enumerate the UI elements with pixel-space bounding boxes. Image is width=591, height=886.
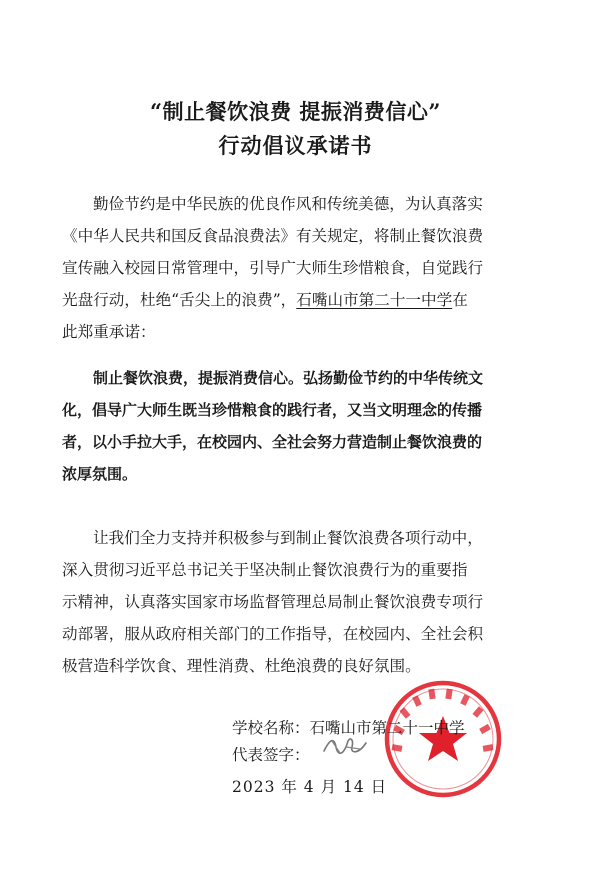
paragraph-2-line: 浓厚氛围。 [62, 465, 138, 483]
paragraph-2-bold [62, 362, 536, 490]
paragraph-3-line: 深入贯彻习近平总书记关于坚决制止餐饮浪费行为的重要指 [62, 561, 468, 579]
representative-label: 代表签字： [232, 746, 310, 764]
official-seal-icon [382, 678, 504, 800]
paragraph-1-line [62, 284, 536, 316]
paragraph-1-line-4-tail: 在 [452, 291, 468, 309]
paragraph-1-line: 宣传融入校园日常管理中，引导广大师生珍惜粮食，自觉践行 [62, 259, 484, 277]
paragraph-1-line: 此郑重承诺： [62, 323, 156, 341]
paragraph-1-line: 《中华人民共和国反食品浪费法》有关规定，将制止餐饮浪费 [62, 227, 484, 245]
paragraph-1-line: 勤俭节约是中华民族的优良作风和传统美德，为认真落实 [93, 195, 483, 213]
paragraph-3-line: 示精神，认真落实国家市场监督管理总局制止餐饮浪费专项行 [62, 593, 484, 611]
paragraph-2-line: 制止餐饮浪费，提振消费信心。弘扬勤俭节约的中华传统文 [93, 369, 484, 387]
paragraph-3-line: 极营造科学饮食、理性消费、杜绝浪费的良好氛围。 [62, 657, 421, 675]
paragraph-3-line: 动部署，服从政府相关部门的工作指导，在校园内、全社会积 [62, 625, 484, 643]
paragraph-3-line: 让我们全力支持并积极参与到制止餐饮浪费各项行动中， [93, 529, 483, 547]
school-name-value: 石嘴山市第二十一中学 [309, 719, 465, 737]
paragraph-3 [62, 522, 536, 682]
school-name-underlined: 石嘴山市第二十一中学 [296, 291, 453, 309]
document-date: 2023 年 4 月 14 日 [232, 778, 388, 796]
school-name-signature-line [232, 716, 465, 738]
representative-signature-line [232, 743, 310, 765]
paragraph-2-line: 化，倡导广大师生既当珍惜粮食的践行者，又当文明理念的传播 [62, 401, 483, 419]
paragraph-2-line: 者，以小手拉大手，在校园内、全社会努力营造制止餐饮浪费的 [62, 433, 483, 451]
title-line-1: “制止餐饮浪费 提振消费信心” [150, 99, 441, 124]
school-name-label: 学校名称： [232, 719, 310, 737]
title-line-2: 行动倡议承诺书 [218, 133, 373, 158]
paragraph-1 [62, 188, 536, 348]
paragraph-1-line-4-head: 光盘行动，杜绝“舌尖上的浪费”， [62, 291, 297, 309]
